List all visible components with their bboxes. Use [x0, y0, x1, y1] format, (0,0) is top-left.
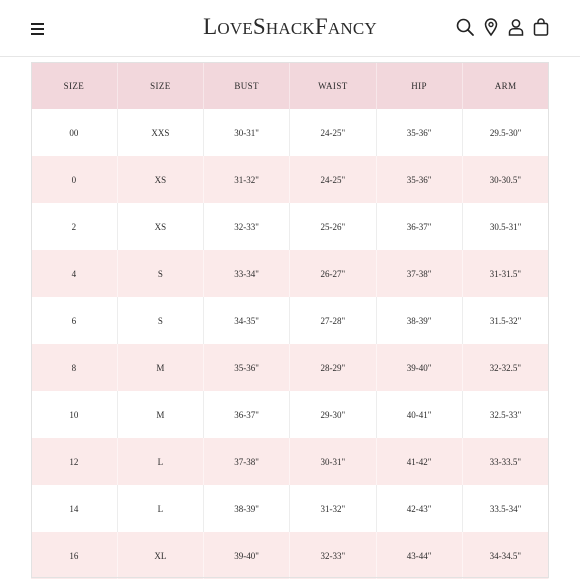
shopping-bag-icon[interactable] [531, 17, 551, 37]
size-chart-table [31, 62, 549, 579]
table-row [31, 391, 549, 438]
table-cell: 33-34" [204, 250, 290, 297]
location-pin-icon[interactable] [481, 17, 501, 37]
table-cell: XS [117, 203, 203, 250]
brand-text: HACK [265, 19, 315, 38]
table-cell: 35-36" [204, 344, 290, 391]
brand-text: ANCY [327, 19, 377, 38]
table-cell: S [117, 250, 203, 297]
table-cell: 31.5-32" [489, 315, 522, 326]
table-cell: 14 [31, 485, 117, 532]
table-cell: 39-40" [204, 532, 290, 579]
table-cell: 12 [31, 438, 117, 485]
table-row [31, 203, 549, 250]
table-cell: XL [117, 532, 203, 579]
table-cell: 42-43" [376, 485, 462, 532]
table-cell: 32-33" [290, 532, 376, 579]
table-row [31, 532, 549, 579]
table-cell: 24-25" [290, 109, 376, 156]
size-chart [31, 62, 549, 579]
table-cell: 26-27" [290, 250, 376, 297]
table-row [31, 438, 549, 485]
table-cell: 29-30" [290, 391, 376, 438]
table-cell: 32-32.5" [462, 344, 548, 391]
table-cell: 32-33" [204, 203, 290, 250]
table-cell: 10 [31, 391, 117, 438]
table-cell: M [117, 391, 203, 438]
table-cell: 41-42" [376, 438, 462, 485]
site-header [0, 0, 580, 57]
table-row [31, 250, 549, 297]
table-cell: 43-44" [376, 532, 462, 579]
table-cell: 36-37" [204, 391, 290, 438]
column-header: SIZE [117, 62, 203, 109]
column-header: BUST [204, 62, 290, 109]
table-cell: 6 [31, 297, 117, 344]
brand-text: OVE [217, 19, 253, 38]
table-cell: 16 [31, 532, 117, 579]
table-row [31, 485, 549, 532]
table-cell: 8 [31, 344, 117, 391]
table-cell: M [117, 344, 203, 391]
table-cell: 39-40" [376, 344, 462, 391]
table-cell: 31-32" [290, 485, 376, 532]
table-cell: 31-32" [204, 156, 290, 203]
table-cell: 34-35" [204, 297, 290, 344]
table-cell: L [117, 438, 203, 485]
table-cell: 32.5-33" [489, 409, 522, 420]
table-cell: 30-31" [204, 109, 290, 156]
table-cell: 25-26" [290, 203, 376, 250]
table-row [31, 156, 549, 203]
table-cell: 29.5-30" [489, 127, 522, 138]
table-cell: 27-28" [290, 297, 376, 344]
table-row [31, 344, 549, 391]
table-header-row [31, 62, 549, 109]
table-cell: 38-39" [376, 297, 462, 344]
brand-letter: S [252, 14, 266, 39]
column-header: WAIST [290, 62, 376, 109]
table-cell: 24-25" [290, 156, 376, 203]
brand-letter: L [203, 14, 218, 39]
table-cell: 38-39" [204, 485, 290, 532]
brand-letter: F [314, 14, 328, 39]
search-icon[interactable] [455, 17, 475, 37]
table-cell: 4 [31, 250, 117, 297]
table-cell: 35-36" [376, 156, 462, 203]
account-icon[interactable] [506, 17, 526, 37]
table-cell: 00 [31, 109, 117, 156]
column-header: HIP [376, 62, 462, 109]
table-cell: 35-36" [376, 109, 462, 156]
table-cell: S [117, 297, 203, 344]
table-cell: 30-31" [290, 438, 376, 485]
table-cell: 30-30.5" [462, 156, 548, 203]
table-cell: 40-41" [376, 391, 462, 438]
column-header: SIZE [31, 62, 117, 109]
table-cell: 33.5-34" [489, 503, 522, 514]
table-cell: 30.5-31" [489, 221, 522, 232]
table-cell: 2 [31, 203, 117, 250]
table-cell: XXS [117, 109, 203, 156]
table-cell: 37-38" [204, 438, 290, 485]
table-row [31, 297, 549, 344]
table-cell: 31-31.5" [462, 250, 548, 297]
table-cell: 36-37" [376, 203, 462, 250]
table-cell: 0 [31, 156, 117, 203]
table-cell: 34-34.5" [462, 532, 548, 579]
table-cell: 33-33.5" [462, 438, 548, 485]
table-row [31, 109, 549, 156]
column-header: ARM [494, 80, 517, 91]
table-cell: XS [117, 156, 203, 203]
table-cell: 37-38" [376, 250, 462, 297]
table-cell: L [117, 485, 203, 532]
table-cell: 28-29" [290, 344, 376, 391]
